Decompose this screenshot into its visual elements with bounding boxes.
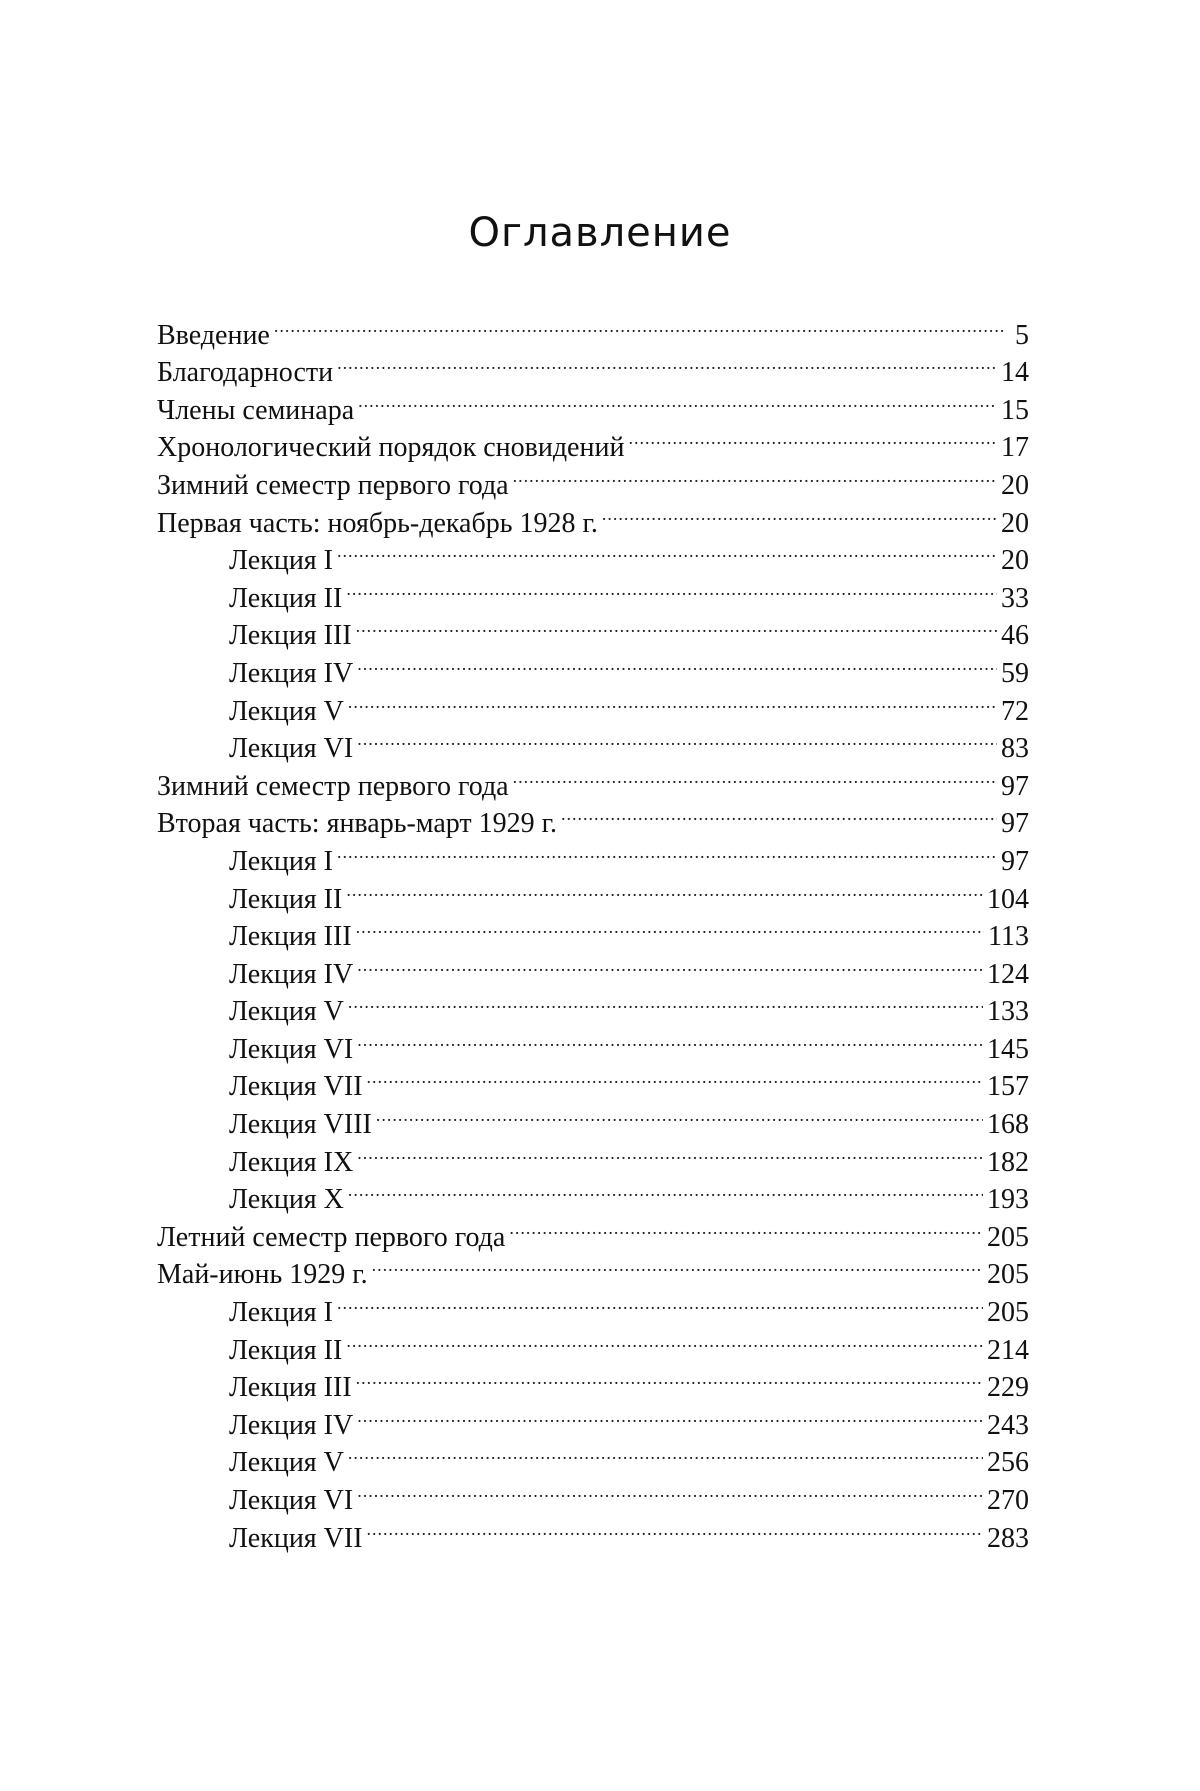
toc-entry-label: Лекция VI <box>229 733 354 765</box>
toc-dot-leader <box>337 832 997 870</box>
toc-dot-leader <box>357 1020 983 1058</box>
toc-entry-label: Члены семинара <box>157 394 355 426</box>
toc-entry-label: Лекция I <box>229 1297 334 1329</box>
toc-dot-leader <box>513 757 997 795</box>
toc-entry-label: Лекция II <box>229 883 343 915</box>
toc-entry-page-number: 33 <box>1001 582 1029 614</box>
toc-entry-page-number: 256 <box>987 1447 1029 1479</box>
toc-entry-page-number: 59 <box>1001 657 1029 689</box>
toc-entry-label: Лекция VIII <box>229 1109 372 1141</box>
toc-entry-label: Зимний семестр первого года <box>157 770 509 802</box>
toc-dot-leader <box>346 1321 983 1359</box>
toc-entry-page-number: 205 <box>987 1297 1029 1329</box>
toc-entry-label: Первая часть: ноябрь-декабрь 1928 г. <box>157 507 598 539</box>
toc-entry-page-number: 229 <box>987 1372 1029 1404</box>
toc-entry[interactable] <box>157 306 1029 351</box>
toc-entry-page-number: 104 <box>987 883 1029 915</box>
toc-entry-page-number: 243 <box>987 1409 1029 1441</box>
toc-dot-leader <box>357 1471 983 1509</box>
toc-entry-label: Лекция VII <box>229 1522 363 1554</box>
toc-entry-page-number: 20 <box>1001 507 1029 539</box>
toc-entry-page-number: 124 <box>987 958 1029 990</box>
toc-dot-leader <box>337 1283 983 1321</box>
toc-entry-page-number: 15 <box>1001 394 1029 426</box>
toc-entry-label: Лекция IV <box>229 657 354 689</box>
toc-entry-page-number: 193 <box>987 1184 1029 1216</box>
toc-entry-label: Лекция X <box>229 1184 344 1216</box>
toc-entry-page-number: 72 <box>1001 695 1029 727</box>
toc-entry-label: Лекция II <box>229 582 343 614</box>
toc-entry-label: Лекция IV <box>229 1409 354 1441</box>
toc-entry-page-number: 168 <box>987 1109 1029 1141</box>
toc-dot-leader <box>346 870 983 908</box>
toc-dot-leader <box>357 644 997 682</box>
toc-entry-label: Лекция IX <box>229 1146 354 1178</box>
toc-entry-page-number: 205 <box>987 1259 1029 1291</box>
toc-entry-label: Лекция III <box>229 620 352 652</box>
toc-entry-page-number: 20 <box>1001 469 1029 501</box>
toc-entry-page-number: 182 <box>987 1146 1029 1178</box>
toc-dot-leader <box>348 983 983 1021</box>
toc-entry-page-number: 97 <box>1001 808 1029 840</box>
toc-dot-leader <box>348 1434 983 1472</box>
toc-dot-leader <box>337 344 997 382</box>
toc-dot-leader <box>628 419 997 457</box>
toc-dot-leader <box>337 532 997 570</box>
toc-dot-leader <box>513 456 997 494</box>
toc-entry[interactable] <box>157 344 1029 389</box>
toc-entry-label: Летний семестр первого года <box>157 1221 506 1253</box>
toc-entry-label: Зимний семестр первого года <box>157 469 509 501</box>
toc-entry-label: Лекция V <box>229 695 344 727</box>
page-title: Оглавление <box>468 210 732 256</box>
toc-entry-page-number: 205 <box>987 1221 1029 1253</box>
toc-entry-page-number: 145 <box>987 1033 1029 1065</box>
toc-entry-label: Хронологический порядок сновидений <box>157 432 625 464</box>
toc-entry-label: Май-июнь 1929 г. <box>157 1259 368 1291</box>
toc-entry-page-number: 17 <box>1001 432 1029 464</box>
toc-entry-page-number: 46 <box>1001 620 1029 652</box>
toc-dot-leader <box>346 569 997 607</box>
toc-entry-label: Лекция III <box>229 1372 352 1404</box>
toc-entry-page-number: 283 <box>987 1522 1029 1554</box>
toc-dot-leader <box>348 1171 983 1209</box>
toc-dot-leader <box>357 1396 983 1434</box>
toc-entry-label: Лекция V <box>229 996 344 1028</box>
toc-entry-label: Лекция VI <box>229 1485 354 1516</box>
toc-entry-label: Лекция III <box>229 921 352 953</box>
toc-entry-page-number: 133 <box>987 996 1029 1028</box>
toc-dot-leader <box>356 908 984 946</box>
toc-dot-leader <box>602 494 997 532</box>
toc-entry-page-number: 113 <box>988 921 1029 953</box>
toc-dot-leader <box>367 1058 983 1096</box>
toc-entry-page-number: 270 <box>987 1485 1029 1516</box>
toc-entry-label: Лекция V <box>229 1447 344 1479</box>
toc-dot-leader <box>376 1095 983 1133</box>
table-of-contents <box>157 306 1029 1554</box>
toc-entry-page-number: 157 <box>987 1071 1029 1103</box>
toc-entry-label: Лекция II <box>229 1334 343 1366</box>
toc-entry-page-number: 97 <box>1001 770 1029 802</box>
toc-dot-leader <box>356 607 997 645</box>
toc-entry-label: Лекция VII <box>229 1071 363 1103</box>
toc-entry-page-number: 5 <box>1015 319 1029 351</box>
toc-dot-leader <box>561 795 997 833</box>
toc-entry-label: Лекция I <box>229 545 334 577</box>
toc-entry-page-number: 20 <box>1001 545 1029 577</box>
toc-dot-leader <box>357 1133 983 1171</box>
toc-entry-page-number: 97 <box>1001 845 1029 877</box>
toc-entry-page-number: 14 <box>1001 357 1029 389</box>
toc-dot-leader <box>372 1246 983 1284</box>
toc-dot-leader <box>356 1359 983 1397</box>
toc-entry-label: Лекция VI <box>229 1033 354 1065</box>
toc-entry-label: Лекция I <box>229 845 334 877</box>
toc-dot-leader <box>367 1509 983 1547</box>
toc-dot-leader <box>274 306 1005 344</box>
toc-entry-label: Лекция IV <box>229 958 354 990</box>
toc-entry-label: Введение <box>157 319 270 351</box>
toc-dot-leader <box>358 381 997 419</box>
toc-dot-leader <box>357 720 997 758</box>
toc-entry-page-number: 83 <box>1001 733 1029 765</box>
toc-dot-leader <box>509 1208 983 1246</box>
toc-dot-leader <box>357 945 983 983</box>
toc-entry-label: Благодарности <box>157 357 334 389</box>
toc-entry-label: Вторая часть: январь-март 1929 г. <box>157 808 557 840</box>
toc-dot-leader <box>348 682 997 720</box>
toc-entry-page-number: 214 <box>987 1334 1029 1366</box>
